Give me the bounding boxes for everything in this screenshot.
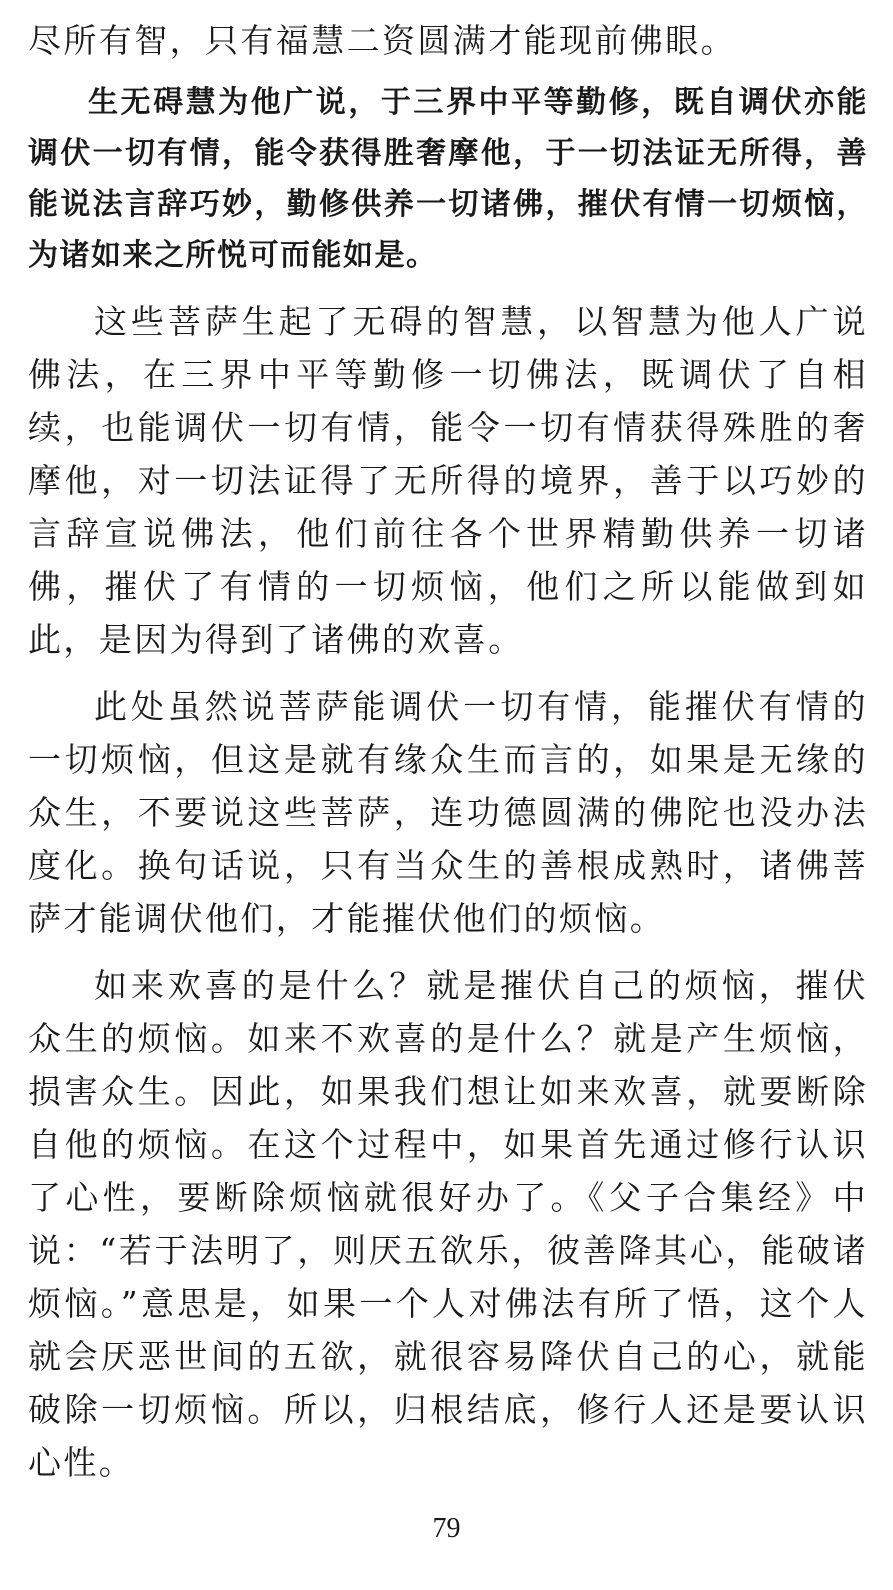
spacer — [28, 666, 868, 680]
page-body — [28, 14, 868, 1489]
commentary-paragraph: 此处虽然说菩萨能调伏一切有情，能摧伏有情的一切烦恼，但这是就有缘众生而言的，如果是无缘的众生，不要说这些菩萨，连功德圆满的佛陀也没办法度化。换句话说，只有当众生的善根成熟时，诸佛菩萨才能调伏他们，才能摧伏他们的烦恼。 — [28, 687, 868, 938]
commentary-paragraph: 这些菩萨生起了无碍的智慧，以智慧为他人广说佛法，在三界中平等勤修一切佛法，既调伏了自相续，也能调伏一切有情，能令一切有情获得殊胜的奢摩他，对一切法证得了无所得的境界，善于以巧妙的言辞宣说佛法，他们前往各个世界精勤供养一切诸佛，摧伏了有情的一切烦恼，他们之所以能做到如此，是因为得到了诸佛的欢喜。 — [28, 302, 868, 659]
page-number: 79 — [432, 1513, 461, 1544]
sutra-quote-paragraph: 生无碍慧为他广说，于三界中平等勤修，既自调伏亦能调伏一切有情，能令获得胜奢摩他，于一切法证无所得，善能说法言辞巧妙，勤修供养一切诸佛，摧伏有情一切烦恼，为诸如来之所悦可而能如是。 — [28, 85, 868, 273]
spacer — [28, 281, 868, 295]
continued-paragraph: 尽所有智，只有福慧二资圆满才能现前佛眼。 — [28, 21, 736, 60]
commentary-paragraph: 如来欢喜的是什么？就是摧伏自己的烦恼，摧伏众生的烦恼。如来不欢喜的是什么？就是产生烦恼，损害众生。因此，如果我们想让如来欢喜，就要断除自他的烦恼。在这个过程中，如果首先通过修行认识了心性，要断除烦恼就很好办了。《父子合集经》中说：“若于法明了，则厌五欲乐，彼善降其心，能破诸烦恼。”意思是，如果一个人对佛法有所了悟，这个人就会厌恶世间的五欲，就很容易降伏自己的心，就能破除一切烦恼。所以，归根结底，修行人还是要认识心性。 — [28, 966, 868, 1482]
spacer — [28, 945, 868, 959]
spacer — [28, 67, 868, 77]
